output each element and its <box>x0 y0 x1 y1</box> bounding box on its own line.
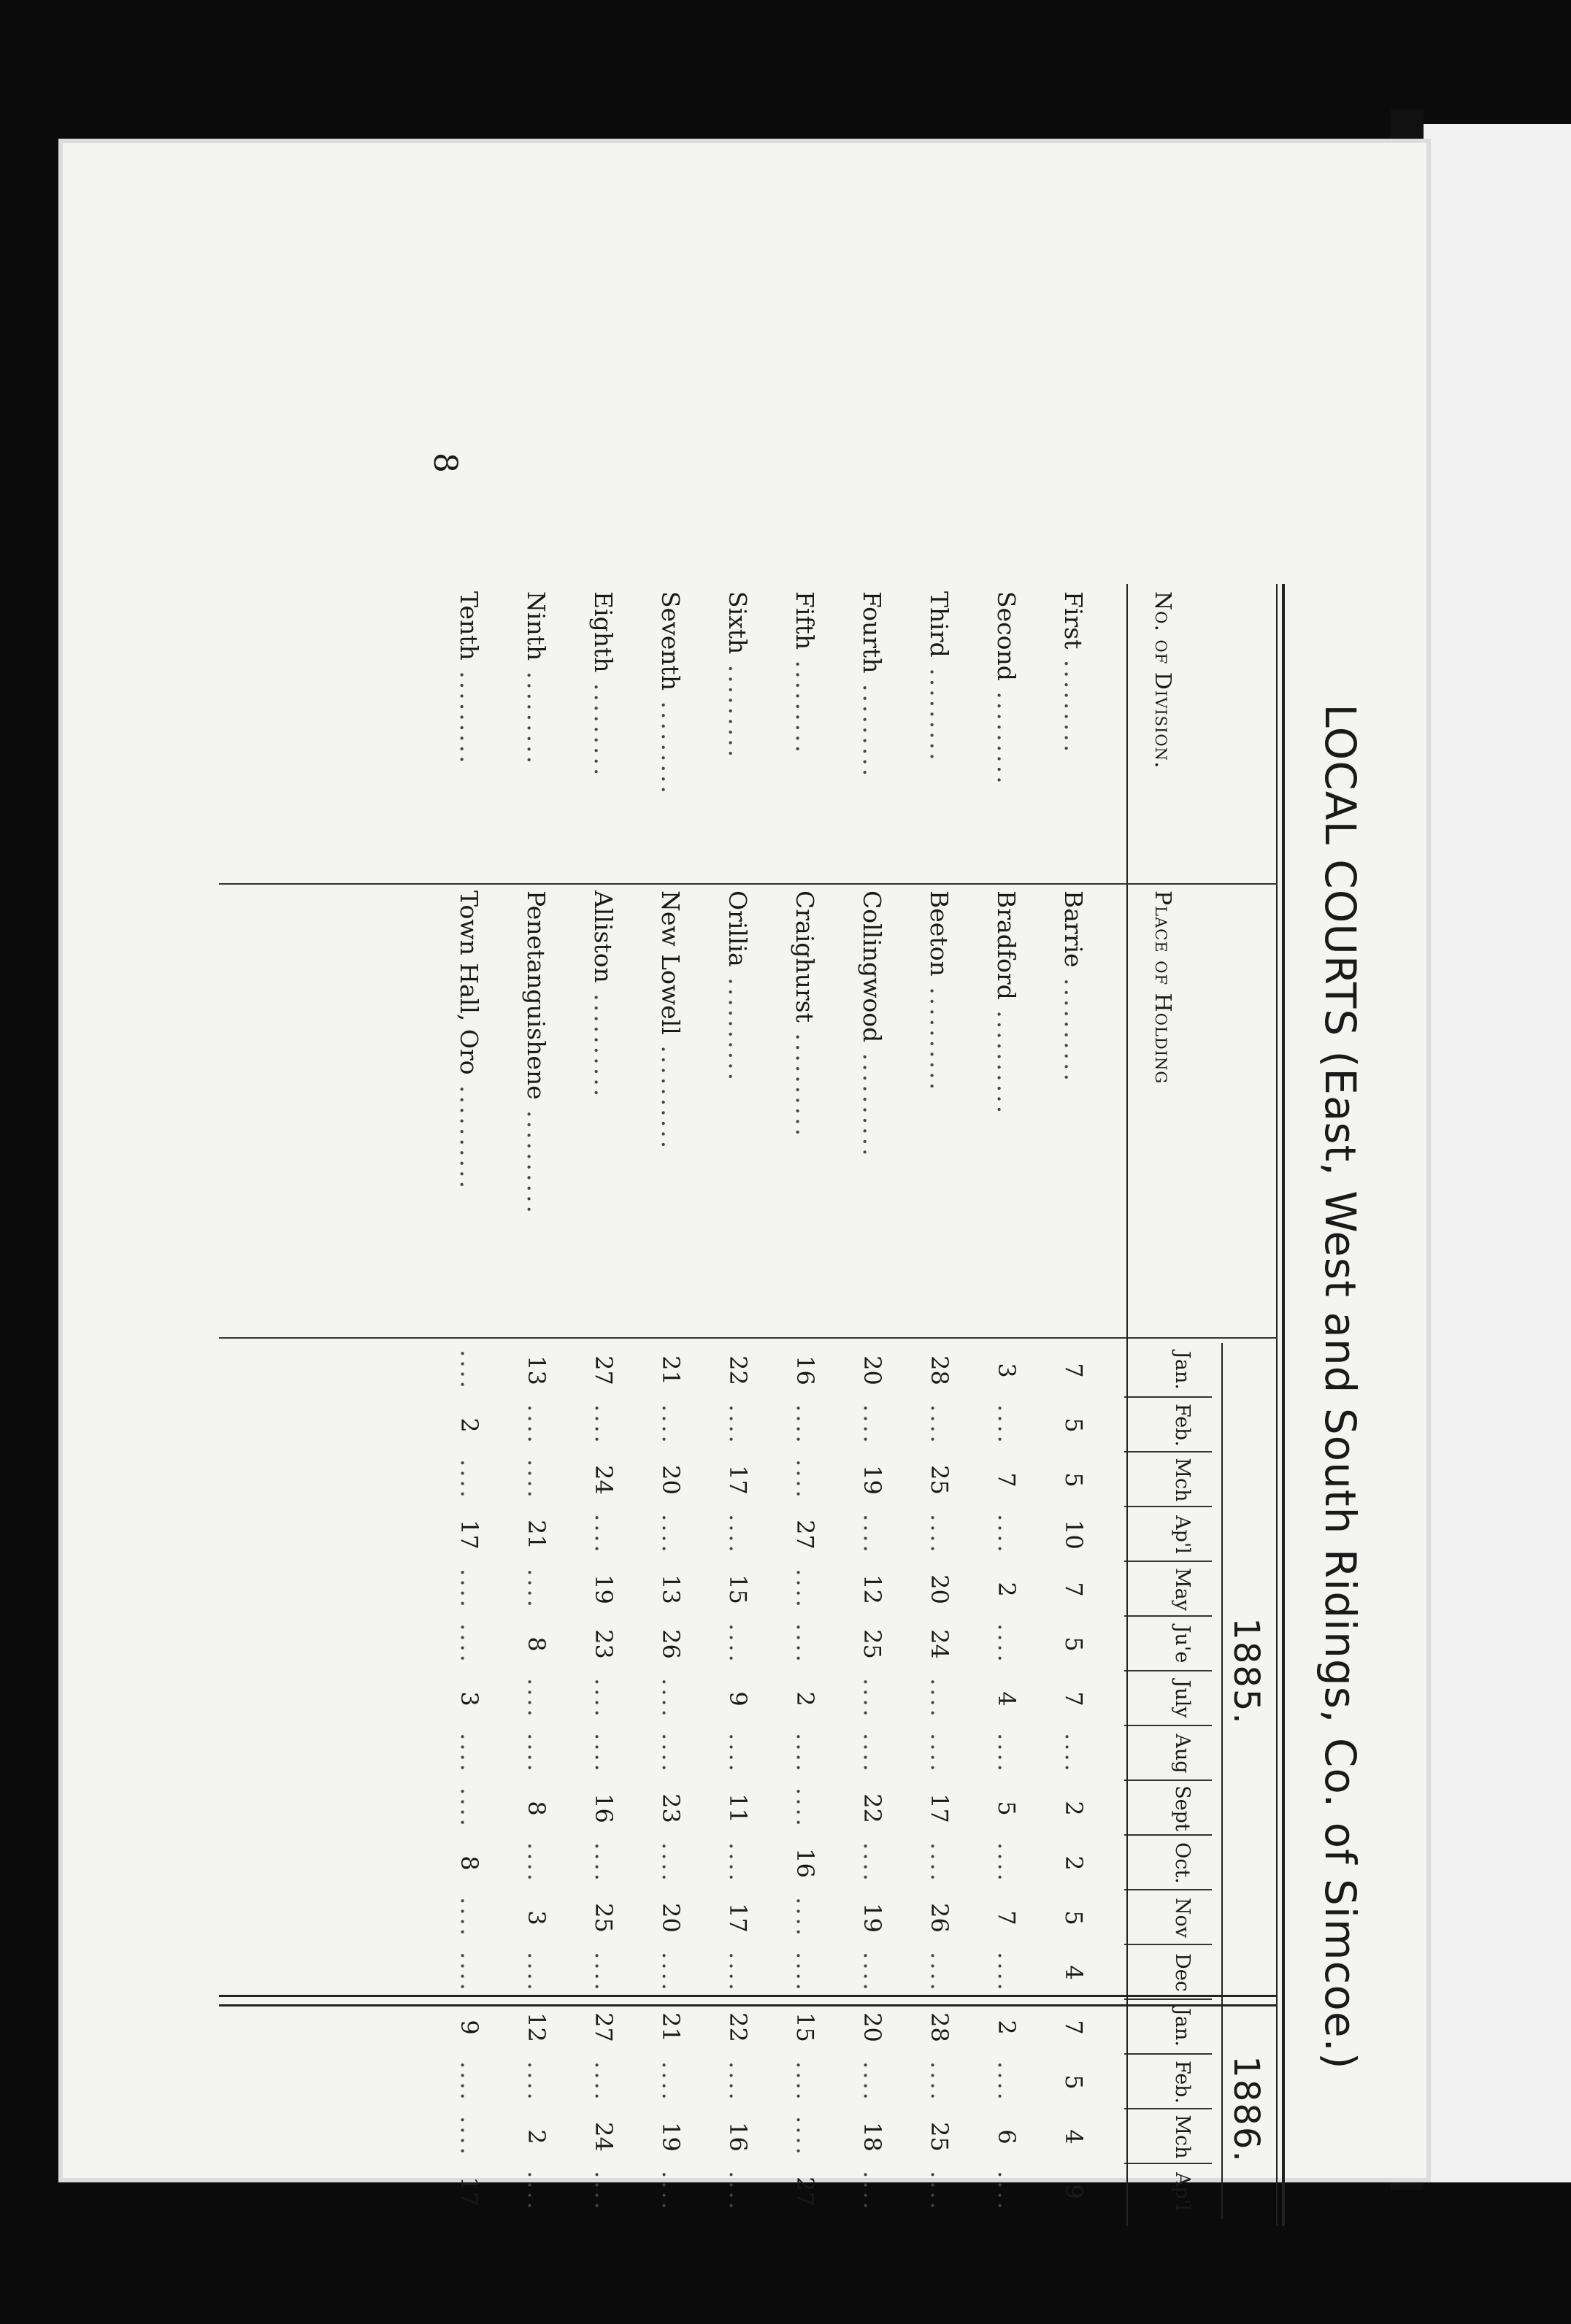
division-name <box>1059 591 1088 755</box>
court-day-cell: .... <box>523 1678 550 1720</box>
court-day-cell: 5 <box>1060 1417 1088 1433</box>
court-day-cell: .... <box>859 1678 886 1720</box>
court-day-cell: 25 <box>926 2122 953 2152</box>
court-day-cell: 25 <box>926 1465 953 1495</box>
court-day-cell: 27 <box>590 1355 618 1385</box>
place-of-holding <box>925 890 953 1093</box>
court-day-cell: 11 <box>724 1793 752 1823</box>
court-day-cell: 22 <box>859 1793 886 1823</box>
leader-dots: .......... <box>992 999 1021 1117</box>
year-1886: 1886. <box>1226 2055 1267 2163</box>
court-day-cell: 4 <box>1060 1965 1088 1980</box>
court-day-cell: .... <box>791 1897 819 1939</box>
division-name <box>723 591 752 760</box>
court-day-cell: 23 <box>590 1629 618 1659</box>
court-day-cell: 18 <box>859 2122 886 2152</box>
court-day-cell: .... <box>993 1514 1021 1555</box>
court-day-cell: .... <box>993 1404 1021 1446</box>
month-divider <box>1124 1670 1212 1671</box>
court-day-cell: .... <box>791 1459 819 1501</box>
division-name <box>992 591 1021 787</box>
court-day-cell: 15 <box>724 1574 752 1604</box>
place-header: Place of Holding <box>1150 890 1175 1085</box>
court-day-cell: .... <box>657 1952 685 1993</box>
court-day-cell: .... <box>926 1678 953 1720</box>
division-name <box>858 591 886 779</box>
place-label: New Lowell <box>656 890 685 1035</box>
court-day-cell: 2 <box>993 1582 1021 1597</box>
month-divider <box>1124 2108 1212 2109</box>
court-day-cell: .... <box>456 1569 483 1610</box>
court-day-cell: 5 <box>1060 2074 1088 2090</box>
court-day-cell: 21 <box>657 2012 685 2042</box>
court-day-cell: .... <box>657 1404 685 1446</box>
leader-dots: ......... <box>656 690 685 796</box>
court-day-cell: 2 <box>993 2020 1021 2035</box>
place-of-holding <box>791 890 819 1139</box>
court-day-cell: .... <box>926 1733 953 1774</box>
court-day-cell: .... <box>456 1623 483 1665</box>
document-page <box>58 139 1431 2212</box>
month-divider <box>1124 1834 1212 1836</box>
division-name <box>925 591 953 763</box>
court-day-cell: .... <box>993 1733 1021 1774</box>
month-divider <box>1124 1889 1212 1890</box>
court-day-cell: .... <box>456 2116 483 2158</box>
place-of-holding <box>589 890 618 1099</box>
court-day-cell: .... <box>456 1788 483 1829</box>
court-day-cell: .... <box>456 1459 483 1501</box>
court-day-cell: 7 <box>1060 1363 1088 1378</box>
place-label: Orillia <box>723 890 752 967</box>
court-day-cell: .... <box>590 1514 618 1555</box>
court-day-cell: .... <box>859 1842 886 1884</box>
court-day-cell: .... <box>791 1952 819 1993</box>
court-day-cell: 4 <box>1060 2129 1088 2144</box>
leader-dots: .......... <box>656 1034 685 1152</box>
court-day-cell: .... <box>657 1678 685 1720</box>
court-day-cell: 9 <box>456 2020 483 2035</box>
court-day-cell: 17 <box>724 1903 752 1933</box>
court-day-cell: 23 <box>657 1793 685 1823</box>
month-header: Mch <box>1171 1458 1194 1502</box>
court-day-cell: .... <box>523 1404 550 1446</box>
court-day-cell: 26 <box>926 1903 953 1933</box>
division-row <box>686 387 752 2226</box>
court-day-cell: 7 <box>1060 1691 1088 1707</box>
leader-dots: ......... <box>1059 649 1088 755</box>
leader-dots: .......... <box>455 1074 483 1191</box>
division-row <box>753 387 819 2226</box>
place-label: Town Hall, Oro <box>455 890 483 1075</box>
month-header: Nov <box>1171 1897 1194 1939</box>
court-day-cell: .... <box>590 1404 618 1446</box>
place-label: Alliston <box>589 890 618 983</box>
court-day-cell: 3 <box>456 1691 483 1707</box>
court-day-cell: .... <box>859 2061 886 2103</box>
court-day-cell: 8 <box>456 1855 483 1871</box>
leader-dots: .......... <box>925 976 953 1093</box>
court-day-cell: .... <box>657 1733 685 1774</box>
court-day-cell: .... <box>456 1952 483 1993</box>
court-day-cell: .... <box>926 1952 953 1993</box>
leader-dots: ......... <box>992 680 1021 787</box>
place-of-holding <box>1059 890 1088 1084</box>
division-label: Fourth <box>858 591 886 674</box>
court-day-cell: 6 <box>993 2129 1021 2144</box>
court-day-cell: 21 <box>523 1520 550 1550</box>
division-place-divider <box>219 883 1278 885</box>
court-day-cell: 12 <box>523 2012 550 2042</box>
court-day-cell: 8 <box>523 1801 550 1816</box>
court-day-cell: .... <box>993 1952 1021 1993</box>
court-day-cell: 24 <box>590 1465 618 1495</box>
leader-dots: ......... <box>455 660 483 766</box>
court-day-cell: 2 <box>523 2129 550 2144</box>
court-day-cell: .... <box>523 1569 550 1610</box>
court-day-cell: 21 <box>657 1355 685 1385</box>
court-day-cell: 7 <box>993 1472 1021 1488</box>
court-day-cell: .... <box>791 1623 819 1665</box>
court-day-cell: .... <box>926 1842 953 1884</box>
month-divider <box>1124 1725 1212 1726</box>
month-divider <box>1124 1451 1212 1452</box>
year-1885: 1885. <box>1226 1617 1267 1725</box>
month-header: Sept <box>1171 1785 1194 1831</box>
month-header: Feb. <box>1171 2060 1194 2104</box>
month-divider <box>1124 2163 1212 2164</box>
court-day-cell: .... <box>590 2171 618 2212</box>
court-day-cell: 24 <box>590 2122 618 2152</box>
court-day-cell: .... <box>456 1733 483 1774</box>
court-day-cell: 16 <box>791 1355 819 1385</box>
division-name <box>455 591 483 766</box>
court-day-cell: .... <box>993 2171 1021 2212</box>
court-day-cell: .... <box>523 1733 550 1774</box>
month-header: July <box>1171 1679 1194 1718</box>
division-name <box>791 591 819 755</box>
leader-dots: ......... <box>791 650 819 756</box>
month-divider <box>1124 1396 1212 1398</box>
court-day-cell: 17 <box>456 2177 483 2206</box>
leader-dots: ......... <box>925 657 953 763</box>
court-day-cell: .... <box>724 1404 752 1446</box>
place-label: Bradford <box>992 890 1021 1000</box>
leader-dots: .......... <box>589 982 618 1100</box>
court-day-cell: 15 <box>791 2012 819 2042</box>
month-divider <box>1124 1506 1212 1507</box>
court-day-cell: 28 <box>926 2012 953 2042</box>
month-divider <box>1124 1561 1212 1562</box>
court-day-cell: .... <box>993 1623 1021 1665</box>
court-day-cell: 20 <box>859 2012 886 2042</box>
division-header: No. of Division. <box>1150 591 1175 769</box>
month-header: Jan. <box>1171 2008 1194 2047</box>
court-day-cell: 8 <box>523 1636 550 1652</box>
division-label: Tenth <box>455 591 483 661</box>
court-day-cell: 2 <box>1060 1855 1088 1871</box>
court-day-cell: 3 <box>523 1910 550 1925</box>
division-row <box>1022 387 1088 2226</box>
court-day-cell: 5 <box>1060 1636 1088 1652</box>
court-day-cell: .... <box>724 2171 752 2212</box>
month-header: Mch <box>1171 2115 1194 2159</box>
court-day-cell: .... <box>993 1842 1021 1884</box>
court-day-cell: .... <box>456 2061 483 2103</box>
court-day-cell: .... <box>926 2061 953 2103</box>
court-day-cell: .... <box>724 1623 752 1665</box>
court-day-cell: 19 <box>657 2122 685 2152</box>
court-day-cell: 7 <box>1060 1582 1088 1597</box>
court-day-cell: 13 <box>657 1574 685 1604</box>
court-day-cell: .... <box>590 1733 618 1774</box>
month-header: Dec <box>1171 1953 1194 1992</box>
place-label: Beeton <box>925 890 953 977</box>
division-label: Third <box>925 591 953 658</box>
court-day-cell: .... <box>657 1514 685 1555</box>
division-row <box>418 387 483 2226</box>
court-day-cell: 22 <box>724 1355 752 1385</box>
court-day-cell: .... <box>724 1952 752 1993</box>
leader-dots: .......... <box>791 1022 819 1139</box>
division-label: Fifth <box>791 591 819 650</box>
court-day-cell: 25 <box>859 1629 886 1659</box>
court-day-cell: .... <box>523 1459 550 1501</box>
court-day-cell: 5 <box>993 1801 1021 1816</box>
court-day-cell: 17 <box>724 1465 752 1495</box>
court-day-cell: .... <box>791 2116 819 2158</box>
court-day-cell: 17 <box>456 1520 483 1550</box>
court-day-cell: 19 <box>859 1903 886 1933</box>
leader-dots: ......... <box>723 654 752 761</box>
division-name <box>522 591 550 766</box>
court-day-cell: 16 <box>724 2122 752 2152</box>
court-day-cell: .... <box>657 1842 685 1884</box>
court-day-cell: 2 <box>456 1417 483 1433</box>
place-of-holding <box>522 890 550 1216</box>
court-day-cell: .... <box>590 2061 618 2103</box>
division-row <box>552 387 618 2226</box>
court-day-cell: 19 <box>859 1465 886 1495</box>
court-day-cell: 20 <box>859 1355 886 1385</box>
place-of-holding <box>992 890 1021 1116</box>
court-day-cell: 5 <box>1060 1472 1088 1488</box>
header-bottom-rule <box>1126 584 1128 2226</box>
division-row <box>821 387 886 2226</box>
month-header: Feb. <box>1171 1403 1194 1447</box>
court-day-cell: 7 <box>993 1910 1021 1925</box>
division-row <box>619 387 685 2226</box>
place-of-holding <box>455 890 483 1191</box>
court-day-cell: .... <box>859 1514 886 1555</box>
court-day-cell: .... <box>523 2171 550 2212</box>
month-header: Ju'e <box>1171 1625 1194 1663</box>
place-label: Barrie <box>1059 890 1088 968</box>
court-day-cell: .... <box>456 1350 483 1391</box>
court-day-cell: 26 <box>657 1629 685 1659</box>
top-rule <box>1282 584 1285 2226</box>
month-divider <box>1124 1779 1212 1781</box>
court-day-cell: .... <box>523 1952 550 1993</box>
month-header: Aug <box>1171 1734 1194 1774</box>
month-header: Oct. <box>1171 1842 1194 1884</box>
court-day-cell: 9 <box>1060 2184 1088 2199</box>
court-day-cell: .... <box>791 1404 819 1446</box>
leader-dots: .......... <box>858 1042 886 1159</box>
court-day-cell: 19 <box>590 1574 618 1604</box>
division-name <box>656 591 685 796</box>
month-header: May <box>1171 1568 1194 1611</box>
leader-dots: ......... <box>522 661 550 767</box>
place-of-holding <box>858 890 886 1159</box>
court-day-cell: 28 <box>926 1355 953 1385</box>
division-label: First <box>1059 591 1088 650</box>
court-day-cell: 12 <box>859 1574 886 1604</box>
court-day-cell: .... <box>791 1733 819 1774</box>
court-day-cell: 27 <box>590 2012 618 2042</box>
court-day-cell: 13 <box>523 1355 550 1385</box>
court-day-cell: 2 <box>1060 1801 1088 1816</box>
court-day-cell: 2 <box>791 1691 819 1707</box>
court-day-cell: .... <box>590 1842 618 1884</box>
division-row <box>888 387 953 2226</box>
month-header: Ap'l <box>1171 1515 1194 1554</box>
division-label: Second <box>992 591 1021 681</box>
division-label: Sixth <box>723 591 752 655</box>
court-day-cell: .... <box>791 1569 819 1610</box>
place-of-holding <box>723 890 752 1083</box>
leader-dots: .......... <box>1059 967 1088 1084</box>
court-day-cell: .... <box>926 2171 953 2212</box>
court-day-cell: .... <box>859 1952 886 1993</box>
court-day-cell: 24 <box>926 1629 953 1659</box>
court-day-cell: .... <box>590 1678 618 1720</box>
year-rule <box>1221 1343 1223 2219</box>
court-day-cell: .... <box>657 2171 685 2212</box>
month-divider <box>1124 2053 1212 2055</box>
document-title: LOCAL COURTS (East, West and South Ridings, Co. of Simcoe.) <box>1315 704 1365 2070</box>
place-of-holding <box>656 890 685 1151</box>
court-day-cell: 9 <box>724 1691 752 1707</box>
month-divider <box>1124 1615 1212 1617</box>
court-day-cell: 20 <box>657 1465 685 1495</box>
court-day-cell: .... <box>657 2061 685 2103</box>
adjacent-page-edge <box>1424 124 1571 2182</box>
court-day-cell: 17 <box>926 1793 953 1823</box>
court-day-cell: .... <box>724 2061 752 2103</box>
leader-dots: .......... <box>723 966 752 1084</box>
page-number: 8 <box>426 453 464 473</box>
court-day-cell: .... <box>1060 1733 1088 1774</box>
division-row <box>955 387 1021 2226</box>
court-day-cell: 10 <box>1060 1520 1088 1550</box>
court-day-cell: 27 <box>791 1520 819 1550</box>
division-label: Ninth <box>522 591 550 661</box>
court-day-cell: .... <box>859 2171 886 2212</box>
court-day-cell: 27 <box>791 2177 819 2206</box>
place-label: Collingwood <box>858 890 886 1043</box>
court-day-cell: .... <box>724 1733 752 1774</box>
court-day-cell: .... <box>590 1952 618 1993</box>
court-day-cell: 20 <box>657 1903 685 1933</box>
month-divider <box>1124 1998 1212 2000</box>
court-day-cell: 3 <box>993 1363 1021 1378</box>
court-day-cell: 16 <box>590 1793 618 1823</box>
court-day-cell: .... <box>523 1842 550 1884</box>
court-day-cell: .... <box>791 2061 819 2103</box>
court-day-cell: 7 <box>1060 2020 1088 2035</box>
division-row <box>485 387 550 2226</box>
court-day-cell: .... <box>724 1514 752 1555</box>
court-day-cell: .... <box>724 1842 752 1884</box>
division-label: Seventh <box>656 591 685 691</box>
court-day-cell: .... <box>993 2061 1021 2103</box>
court-day-cell: .... <box>859 1733 886 1774</box>
leader-dots: ......... <box>858 673 886 780</box>
rotated-table-content <box>212 387 1394 2226</box>
leader-dots: ......... <box>589 672 618 779</box>
court-day-cell: .... <box>926 1514 953 1555</box>
month-divider <box>1124 1944 1212 1945</box>
court-day-cell: .... <box>926 1404 953 1446</box>
place-label: Penetanguishene <box>522 890 550 1100</box>
court-day-cell: 16 <box>791 1848 819 1878</box>
court-day-cell: .... <box>859 1404 886 1446</box>
court-day-cell: 4 <box>993 1691 1021 1707</box>
leader-dots: .......... <box>522 1099 550 1217</box>
place-label: Craighurst <box>791 890 819 1023</box>
month-header: Ap'l <box>1171 2172 1194 2211</box>
court-day-cell: .... <box>523 2061 550 2103</box>
court-day-cell: 25 <box>590 1903 618 1933</box>
division-name <box>589 591 618 778</box>
court-day-cell: .... <box>456 1897 483 1939</box>
top-rule-inner <box>1276 584 1278 2226</box>
division-label: Eighth <box>589 591 618 673</box>
court-day-cell: 5 <box>1060 1910 1088 1925</box>
month-header: Jan. <box>1171 1351 1194 1390</box>
court-day-cell: .... <box>791 1788 819 1829</box>
court-day-cell: 22 <box>724 2012 752 2042</box>
court-day-cell: 20 <box>926 1574 953 1604</box>
